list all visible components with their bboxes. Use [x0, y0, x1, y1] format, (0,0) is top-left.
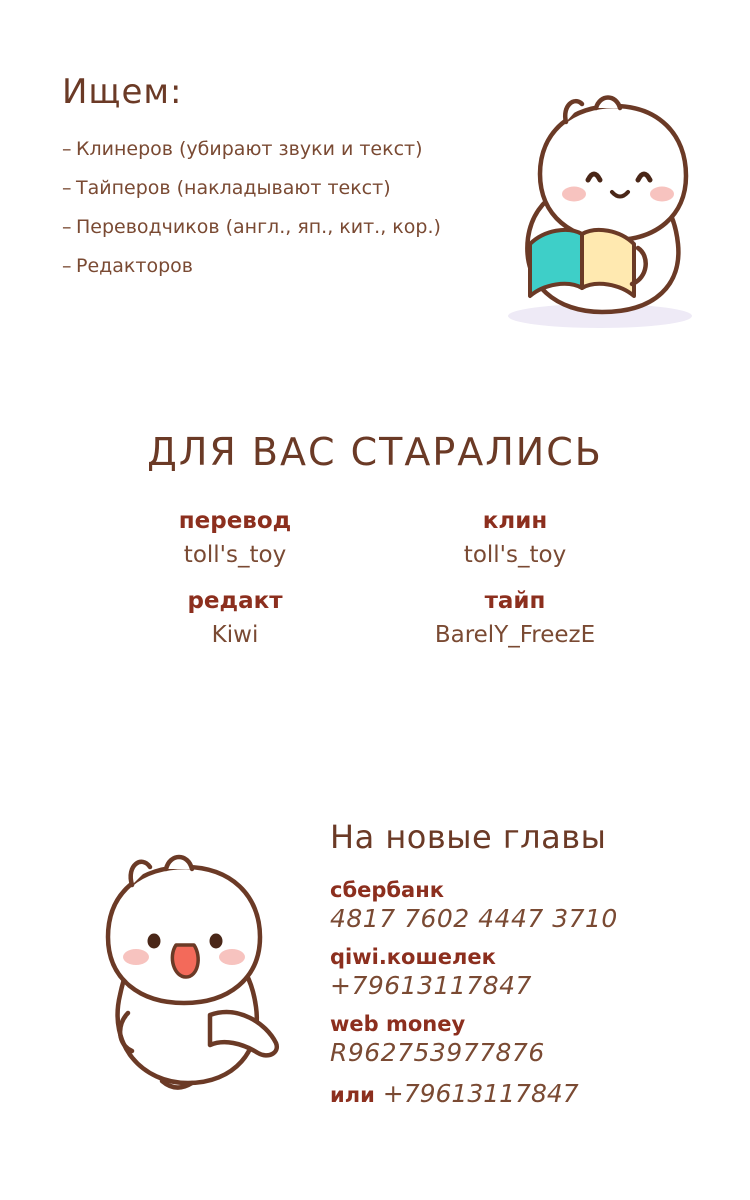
donation-or-value: +79613117847 — [382, 1079, 579, 1108]
donation-value: R962753977876 — [330, 1038, 545, 1067]
credits-section — [0, 430, 750, 648]
chibi-reading-icon — [470, 88, 730, 348]
recruiting-section — [62, 72, 482, 294]
credit-name: toll's_toy — [463, 542, 567, 568]
credit-name: BarelY_FreezE — [434, 622, 596, 648]
donation-or-label: или — [330, 1083, 375, 1107]
donation-value: 4817 7602 4447 3710 — [330, 904, 618, 933]
credits-grid — [95, 508, 655, 648]
donation-entry — [330, 945, 730, 1000]
credit-entry — [95, 508, 375, 568]
donation-entry — [330, 878, 730, 933]
recruiting-item-label: Клинеров (убирают звуки и текст) — [76, 138, 423, 160]
list-item — [62, 177, 482, 199]
credit-entry — [95, 588, 375, 648]
list-item — [62, 138, 482, 160]
dash-bullet: – — [62, 216, 72, 238]
donation-section — [330, 818, 730, 1108]
credit-role: клин — [482, 508, 548, 534]
recruiting-item-label: Тайперов (накладывают текст) — [76, 177, 391, 199]
credit-entry — [375, 508, 655, 568]
dash-bullet: – — [62, 255, 72, 277]
donation-label: qiwi.кошелек — [330, 945, 496, 969]
recruiting-title: Ищем: — [62, 72, 183, 112]
list-item — [62, 216, 482, 238]
donation-entry — [330, 1012, 730, 1067]
credit-role: тайп — [484, 588, 546, 614]
donation-label: сбербанк — [330, 878, 444, 902]
donation-alternate — [330, 1079, 730, 1108]
dash-bullet: – — [62, 177, 72, 199]
credits-title: ДЛЯ ВАС СТАРАЛИСЬ — [147, 430, 603, 474]
chibi-waving-icon — [70, 845, 320, 1105]
recruiting-item-label: Редакторов — [76, 255, 193, 277]
dash-bullet: – — [62, 138, 72, 160]
credit-role: перевод — [178, 508, 292, 534]
credit-name: toll's_toy — [183, 542, 287, 568]
credit-role: редакт — [187, 588, 283, 614]
recruiting-list — [62, 138, 482, 277]
recruiting-item-label: Переводчиков (англ., яп., кит., кор.) — [76, 216, 441, 238]
donation-label: web money — [330, 1012, 466, 1036]
list-item — [62, 255, 482, 277]
credit-name: Kiwi — [211, 622, 259, 648]
donation-value: +79613117847 — [330, 971, 532, 1000]
credit-entry — [375, 588, 655, 648]
donation-title: На новые главы — [330, 818, 607, 856]
